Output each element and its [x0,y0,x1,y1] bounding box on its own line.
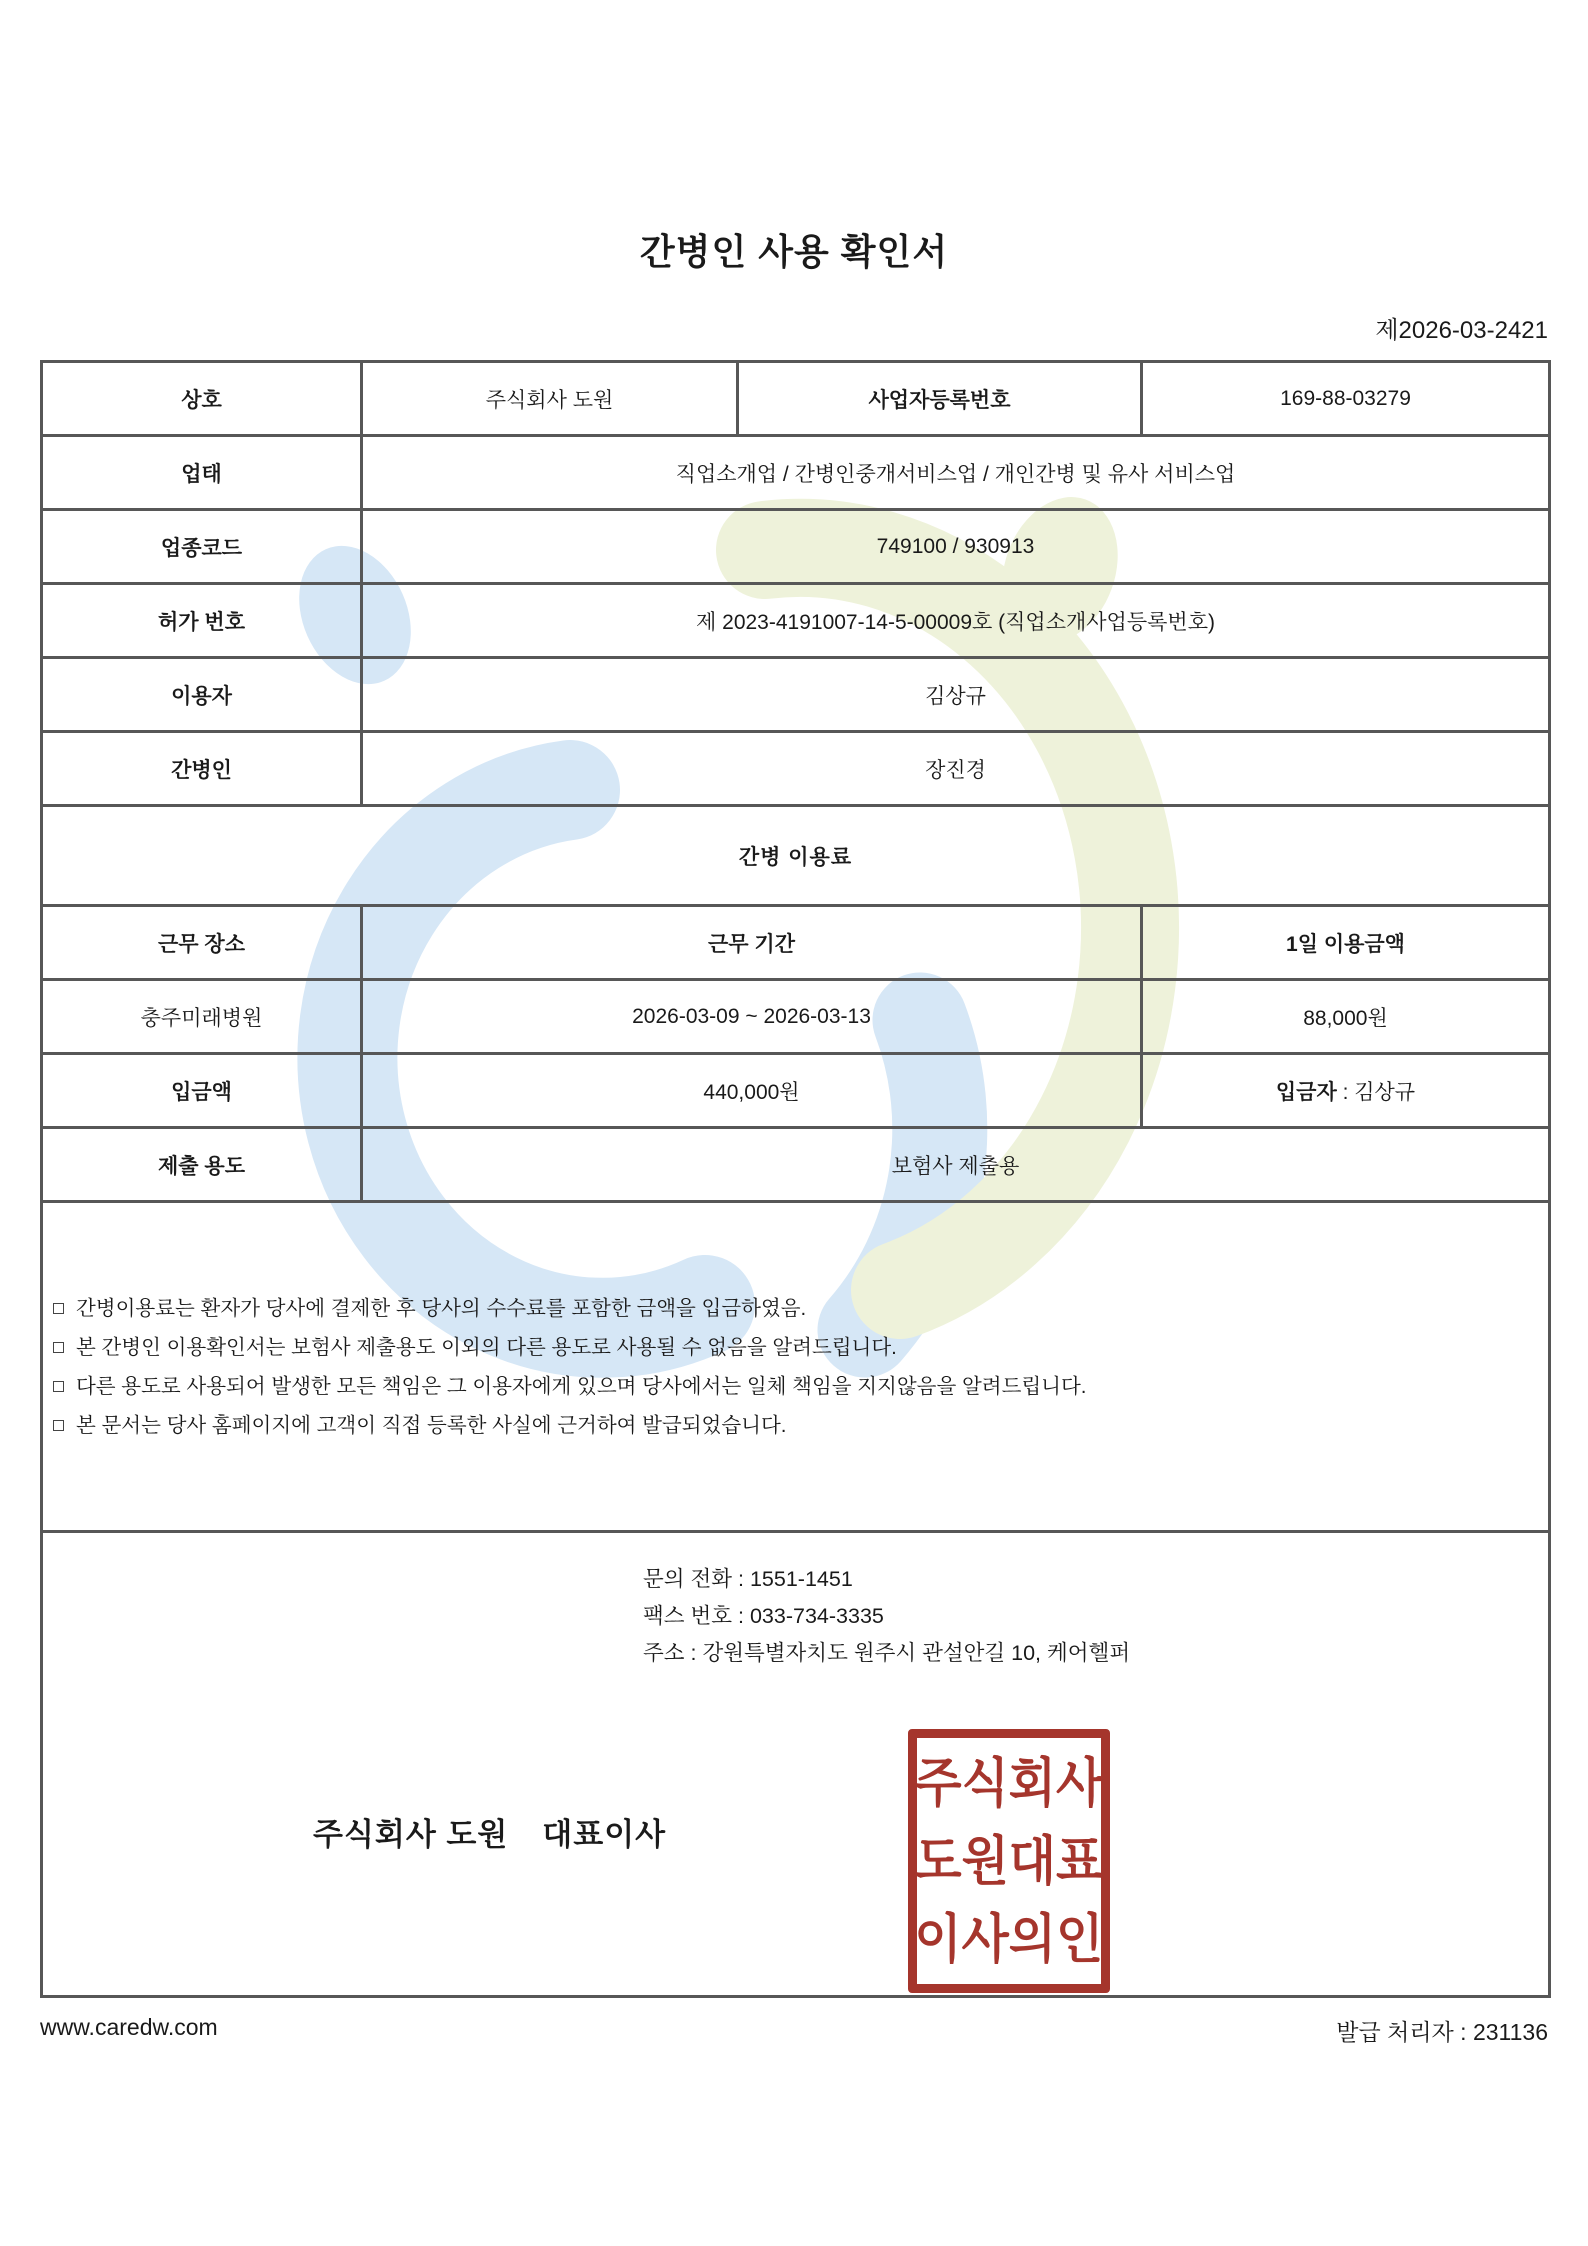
purpose-value: 보험사 제출용 [362,1128,1550,1202]
note-item [53,1328,1538,1367]
stamp-text-line: 주식회사 [914,1752,1104,1813]
deposit-value: 440,000원 [362,1054,1142,1128]
note-item [53,1367,1538,1406]
fee-section-title: 간병 이용료 [42,806,1550,906]
stamp-text-line: 도원대표 [914,1830,1104,1891]
purpose-label: 제출 용도 [42,1128,362,1202]
user-label: 이용자 [42,658,362,732]
row-caregiver [42,732,1550,806]
signature-line [313,1809,666,1854]
signature-company: 주식회사 도원 [313,1817,509,1852]
square-bullet-icon [53,1420,64,1431]
confirmation-table [40,360,1551,1998]
stamp-text-line: 이사의인 [914,1908,1104,1969]
deposit-label: 입금액 [42,1054,362,1128]
biz-code-value: 749100 / 930913 [362,510,1550,584]
depositor-value: : 김상규 [1336,1080,1416,1104]
row-fee-headers [42,906,1550,980]
row-signature [42,1532,1550,1997]
user-value: 김상규 [362,658,1550,732]
daily-fee-value: 88,000원 [1142,980,1550,1054]
biz-type-value: 직업소개업 / 간병인중개서비스업 / 개인간병 및 유사 서비스업 [362,436,1550,510]
note-text: 본 문서는 당사 홈페이지에 고객이 직접 등록한 사실에 근거하여 발급되었습니다. [76,1413,787,1437]
notes-cell [42,1202,1550,1532]
biz-type-label: 업태 [42,436,362,510]
note-item [53,1406,1538,1445]
daily-fee-label: 1일 이용금액 [1142,906,1550,980]
square-bullet-icon [53,1381,64,1392]
work-place-value: 충주미래병원 [42,980,362,1054]
square-bullet-icon [53,1303,64,1314]
website-url: www.caredw.com [40,2014,218,2040]
signature-cell [42,1532,1550,1997]
company-label: 상호 [42,362,362,436]
company-value: 주식회사 도원 [362,362,738,436]
row-company [42,362,1550,436]
biz-reg-value: 169-88-03279 [1142,362,1550,436]
signature-role: 대표이사 [542,1817,667,1852]
contact-block [643,1561,1130,1672]
row-biz-code [42,510,1550,584]
license-label: 허가 번호 [42,584,362,658]
biz-reg-label: 사업자등록번호 [738,362,1142,436]
work-period-value: 2026-03-09 ~ 2026-03-13 [362,980,1142,1054]
note-item [53,1289,1538,1328]
page-title: 간병인 사용 확인서 [639,231,949,272]
work-place-label: 근무 장소 [42,906,362,980]
corporate-seal-stamp [908,1729,1110,1993]
caregiver-label: 간병인 [42,732,362,806]
license-value: 제 2023-4191007-14-5-00009호 (직업소개사업등록번호) [362,584,1550,658]
depositor-label: 입금자 [1275,1080,1337,1104]
note-text: 다른 용도로 사용되어 발생한 모든 책임은 그 이용자에게 있으며 당사에서는 일체 책임을 지지않음을 알려드립니다. [76,1374,1087,1398]
depositor-cell [1142,1054,1550,1128]
caregiver-value: 장진경 [362,732,1550,806]
row-purpose [42,1128,1550,1202]
contact-phone: 문의 전화 : 1551-1451 [643,1567,853,1591]
note-text: 본 간병인 이용확인서는 보험사 제출용도 이외의 다른 용도로 사용될 수 없음을 알려드립니다. [76,1335,897,1359]
row-biz-type [42,436,1550,510]
row-fee-values [42,980,1550,1054]
row-license [42,584,1550,658]
row-fee-title [42,806,1550,906]
work-period-label: 근무 기간 [362,906,1142,980]
biz-code-label: 업종코드 [42,510,362,584]
document-number: 제2026-03-2421 [1375,317,1548,344]
contact-fax: 팩스 번호 : 033-734-3335 [643,1604,884,1628]
row-user [42,658,1550,732]
note-text: 간병이용료는 환자가 당사에 결제한 후 당사의 수수료를 포함한 금액을 입금하였음. [76,1296,807,1320]
row-notes [42,1202,1550,1532]
row-deposit [42,1054,1550,1128]
contact-address: 주소 : 강원특별자치도 원주시 관설안길 10, 케어헬퍼 [643,1641,1131,1665]
issuer-id: 발급 처리자 : 231136 [1336,2019,1548,2045]
square-bullet-icon [53,1342,64,1353]
